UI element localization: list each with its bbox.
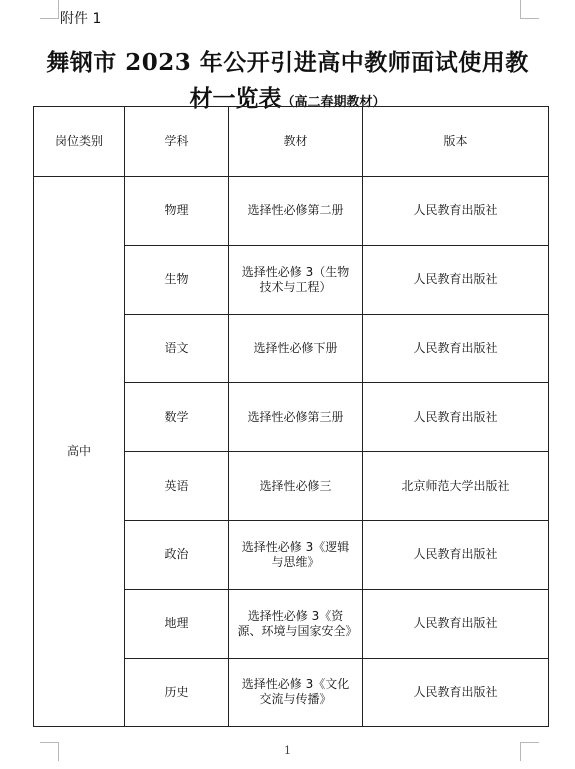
textbook-text: 选择性必修 3《逻辑与思维》 <box>241 539 350 569</box>
table-header-row <box>34 107 549 177</box>
textbook-text: 选择性必修 3《资源、环境与国家安全》 <box>237 608 358 638</box>
header-position-category: 岗位类别 <box>34 107 125 177</box>
attachment-label: 附件 1 <box>60 11 102 27</box>
subject-cell: 数学 <box>125 383 229 452</box>
subject-cell: 历史 <box>125 658 229 727</box>
textbook-text: 选择性必修第三册 <box>247 409 344 424</box>
textbook-cell <box>229 520 363 589</box>
textbook-cell <box>229 452 363 521</box>
document-subtitle: （高二春期教材） <box>281 95 386 110</box>
edition-cell: 人民教育出版社 <box>363 589 549 658</box>
subject-cell: 地理 <box>125 589 229 658</box>
edition-cell: 人民教育出版社 <box>363 383 549 452</box>
textbook-cell <box>229 177 363 246</box>
edition-cell: 北京师范大学出版社 <box>363 452 549 521</box>
textbook-text: 选择性必修三 <box>259 478 332 493</box>
textbook-cell <box>229 658 363 727</box>
textbook-cell <box>229 383 363 452</box>
textbook-text: 选择性必修 3《文化交流与传播》 <box>241 677 350 707</box>
edition-cell: 人民教育出版社 <box>363 177 549 246</box>
crop-mark-top-left <box>40 0 59 19</box>
textbook-text: 选择性必修 3（生物技术与工程） <box>241 264 350 294</box>
subject-cell: 政治 <box>125 520 229 589</box>
textbook-text: 选择性必修下册 <box>253 340 338 355</box>
edition-cell: 人民教育出版社 <box>363 245 549 314</box>
textbook-cell <box>229 314 363 383</box>
subject-cell: 英语 <box>125 452 229 521</box>
textbook-cell <box>229 589 363 658</box>
edition-cell: 人民教育出版社 <box>363 520 549 589</box>
subject-cell: 语文 <box>125 314 229 383</box>
crop-mark-top-right <box>520 0 539 19</box>
document-title-line2-text: 材一览表 <box>189 85 282 112</box>
header-subject: 学科 <box>125 107 229 177</box>
edition-cell: 人民教育出版社 <box>363 658 549 727</box>
category-cell: 高中 <box>34 177 125 727</box>
page-number: 1 <box>284 744 291 757</box>
textbook-table <box>33 106 549 727</box>
textbook-text: 选择性必修第二册 <box>247 203 344 218</box>
subject-cell: 物理 <box>125 177 229 246</box>
header-edition: 版本 <box>363 107 549 177</box>
header-textbook: 教材 <box>229 107 363 177</box>
document-title-line1: 舞钢市 2023 年公开引进高中教师面试使用教 <box>46 49 529 76</box>
subject-cell: 生物 <box>125 245 229 314</box>
edition-cell: 人民教育出版社 <box>363 314 549 383</box>
table-row <box>34 177 549 246</box>
textbook-cell <box>229 245 363 314</box>
